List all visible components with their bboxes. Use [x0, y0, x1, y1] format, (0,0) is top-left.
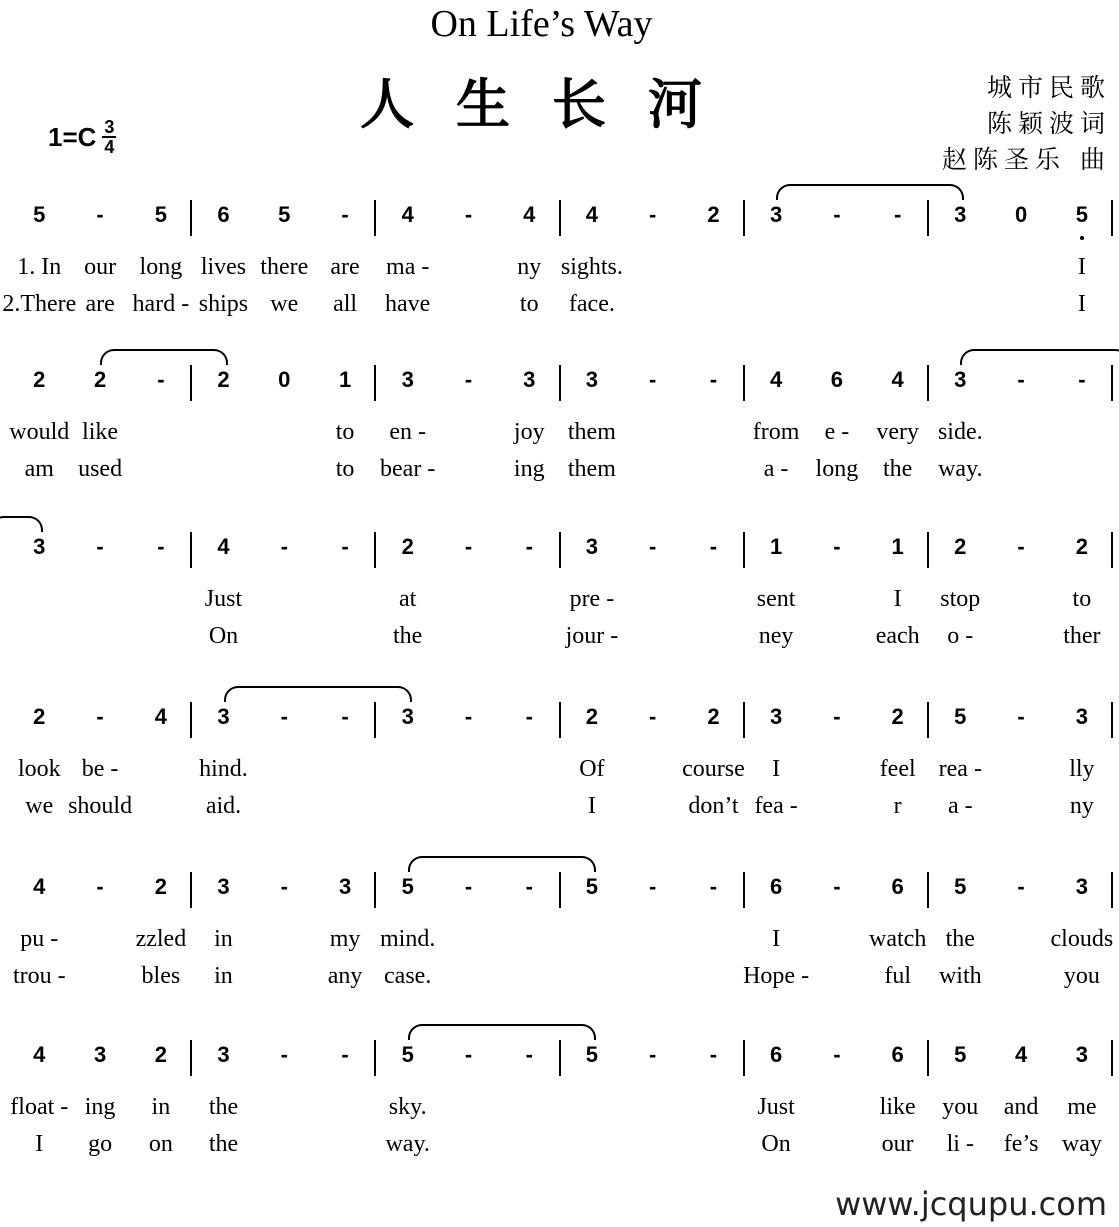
note: 5	[954, 1042, 967, 1067]
lyric-verse-1: in	[151, 1094, 171, 1120]
note: -	[464, 367, 473, 392]
lyric-verse-1: from	[752, 419, 800, 445]
note: 4	[33, 874, 46, 899]
measure	[743, 852, 929, 989]
lyric-verse-1: my	[329, 926, 361, 952]
measure	[192, 852, 376, 989]
lyric-verse-1: to	[335, 419, 355, 445]
note: 2	[707, 704, 720, 729]
note: 6	[769, 874, 783, 899]
lyric-verse-1: be -	[81, 756, 119, 782]
note: 3	[769, 202, 783, 227]
lyric-verse-2: On	[208, 623, 239, 649]
lyric-verse-1: me	[1067, 1094, 1097, 1120]
beat	[1042, 682, 1119, 825]
lyric-verse-1: Of	[579, 756, 605, 782]
beat	[1042, 512, 1119, 655]
lyric-verse-1: lly	[1069, 756, 1095, 782]
note: 2	[1075, 534, 1088, 559]
note: 6	[830, 367, 844, 392]
note: 4	[1014, 1042, 1028, 1067]
lyric-verse-2: ney	[758, 623, 794, 649]
lyric-verse-2: aid.	[205, 793, 242, 819]
note: 3	[1075, 1042, 1088, 1067]
lyric-verse-2: bear -	[380, 456, 436, 482]
lyric-verse-1: I	[772, 756, 781, 782]
lyric-verse-1: you	[942, 1094, 979, 1120]
lyric-verse-2: to	[335, 456, 355, 482]
tie-slur	[960, 349, 1119, 365]
note: 3	[585, 534, 599, 559]
note: 4	[401, 202, 414, 227]
note: 2	[401, 534, 414, 559]
note: 3	[1075, 704, 1088, 729]
lyric-verse-2: way	[1061, 1131, 1102, 1157]
note: 5	[33, 202, 46, 227]
measure	[561, 512, 745, 649]
note: 6	[217, 202, 230, 227]
note: 2	[93, 367, 107, 392]
note: -	[1017, 704, 1025, 729]
beat	[1042, 345, 1119, 488]
lyric-verse-2: fe’s	[1003, 1131, 1039, 1157]
lyric-verse-1: very	[876, 419, 919, 445]
note: -	[649, 704, 657, 729]
note: 2	[707, 202, 720, 227]
key-signature	[48, 118, 116, 156]
lyric-verse-1: I	[1077, 254, 1086, 280]
note: 3	[93, 1042, 107, 1067]
credits	[942, 70, 1111, 178]
note: -	[1078, 367, 1086, 392]
lyric-verse-2: ther	[1063, 623, 1101, 649]
note: 3	[217, 1042, 230, 1067]
note: -	[649, 202, 657, 227]
score-row	[0, 345, 1119, 482]
note: 5	[1042, 180, 1119, 220]
lyric-verse-2: hard -	[132, 291, 190, 317]
lyric-verse-2: Hope -	[743, 963, 810, 989]
note: 4	[769, 367, 783, 392]
lyric-verse-2: in	[214, 963, 233, 989]
note: -	[341, 1042, 349, 1067]
english-title: On Life’s Way	[430, 3, 653, 45]
note: -	[525, 704, 533, 729]
lyric-verse-1: hind.	[199, 756, 248, 782]
note: 5	[154, 202, 167, 227]
note: 3	[401, 367, 414, 392]
score-row	[0, 180, 1119, 317]
note: 3	[33, 534, 46, 559]
lyric-verse-2: a -	[763, 456, 789, 482]
barline	[1111, 200, 1113, 236]
barline	[1111, 872, 1113, 908]
lyric-verse-2: ny	[1069, 793, 1094, 819]
note: -	[709, 367, 718, 392]
lyric-verse-2: our	[881, 1131, 914, 1157]
note: -	[280, 534, 288, 559]
lyric-verse-2	[1042, 451, 1119, 488]
lyric-verse-1: to	[1072, 586, 1092, 612]
note: -	[525, 874, 533, 899]
measure	[929, 1020, 1113, 1157]
note: 3	[217, 704, 230, 729]
measure	[192, 512, 376, 649]
lyric-verse-2: you	[1063, 963, 1100, 989]
note: 3	[338, 874, 352, 899]
lyric-verse-1: our	[84, 254, 117, 280]
note: -	[1017, 874, 1025, 899]
time-signature	[102, 118, 116, 156]
lyric-verse-1: the	[208, 1094, 239, 1120]
lyric-verse-2: long	[815, 456, 859, 482]
lyric-verse-2: should	[68, 793, 133, 819]
measure	[745, 1020, 929, 1157]
lyric-verse-1: in	[214, 926, 233, 952]
lyric-verse-2: bles	[141, 963, 181, 989]
note: 4	[585, 202, 599, 227]
note: 2	[33, 704, 46, 729]
note: 2	[154, 874, 167, 899]
tie-slur	[100, 349, 227, 365]
note: -	[709, 874, 718, 899]
note: -	[833, 704, 841, 729]
lyric-verse-1: joy	[513, 419, 545, 445]
note: -	[525, 534, 533, 559]
lyric-verse-1: I	[893, 586, 902, 612]
note: 3	[401, 704, 414, 729]
note: -	[833, 874, 841, 899]
lyric-verse-1: float -	[10, 1094, 69, 1120]
beat	[1042, 180, 1119, 323]
lyric-verse-1: rea -	[938, 756, 982, 782]
lyric-verse-1: watch	[869, 926, 927, 952]
lyric-verse-2: a -	[947, 793, 973, 819]
note: -	[464, 704, 473, 729]
lyric-verse-1: are	[330, 254, 360, 280]
lyric-verse-1: en -	[389, 419, 427, 445]
score-row	[0, 682, 1119, 819]
tie-slur	[776, 184, 964, 200]
note: -	[709, 534, 718, 559]
barline	[1111, 702, 1113, 738]
note: 6	[891, 874, 904, 899]
note: 1	[338, 367, 352, 392]
barline	[1111, 365, 1113, 401]
note: 4	[33, 1042, 46, 1067]
score-row	[0, 1020, 1119, 1157]
lyric-verse-2: to	[519, 291, 539, 317]
lyric-verse-1: and	[1003, 1094, 1039, 1120]
note: 5	[401, 874, 414, 899]
lyric-verse-2: am	[24, 456, 54, 482]
tie-slur	[0, 516, 43, 532]
note: -	[1017, 534, 1025, 559]
lyric-verse-1: ma -	[386, 254, 430, 280]
note: -	[833, 534, 841, 559]
measure	[929, 682, 1113, 819]
lyric-verse-1: clouds	[1050, 926, 1114, 952]
lyric-verse-2: jour -	[565, 623, 619, 649]
lyric-verse-2: have	[385, 291, 431, 317]
note: 3	[217, 874, 230, 899]
lyric-verse-2: trou -	[12, 963, 66, 989]
lyric-verse-1: ing	[84, 1094, 116, 1120]
tie-slur	[224, 686, 412, 702]
measure	[745, 682, 929, 819]
lyric-verse-1: sent	[756, 586, 796, 612]
note: -	[649, 367, 657, 392]
beat	[1042, 852, 1119, 995]
note: 1	[891, 534, 904, 559]
lyric-verse-2: li -	[946, 1131, 974, 1157]
note: -	[96, 202, 104, 227]
note: -	[1017, 367, 1025, 392]
lyric-verse-2: the	[208, 1131, 239, 1157]
lyric-verse-1: e -	[824, 419, 850, 445]
note: 0	[1014, 202, 1028, 227]
note: 5	[954, 874, 967, 899]
note: -	[341, 202, 349, 227]
measure	[8, 682, 192, 819]
note: 6	[891, 1042, 904, 1067]
lyric-verse-1: lives	[200, 254, 247, 280]
note: -	[833, 202, 841, 227]
lyric-verse-1	[1042, 414, 1119, 451]
note: -	[157, 534, 165, 559]
lyric-verse-1: sights.	[560, 254, 623, 280]
note: 3	[954, 367, 967, 392]
note: 3	[1075, 874, 1088, 899]
lyric-verse-1: Just	[204, 586, 243, 612]
lyric-verse-2: are	[85, 291, 115, 317]
barline	[1111, 532, 1113, 568]
note: -	[341, 534, 349, 559]
measure	[929, 512, 1113, 649]
lyric-verse-1: look	[17, 756, 61, 782]
note: -	[525, 1042, 533, 1067]
note: 4	[217, 534, 230, 559]
credit-genre: 城市民歌	[986, 73, 1111, 102]
lyric-verse-2: used	[78, 456, 123, 482]
measure	[8, 852, 192, 989]
note: 3	[954, 202, 967, 227]
key-label: 1=C	[48, 121, 97, 152]
note: 0	[278, 367, 291, 392]
note: -	[833, 1042, 841, 1067]
note: -	[280, 704, 288, 729]
note: 4	[523, 202, 536, 227]
lyric-verse-1: I	[772, 926, 781, 952]
tie-slur	[408, 856, 596, 872]
measure	[929, 852, 1114, 989]
note: 2	[585, 704, 599, 729]
note: 6	[769, 1042, 783, 1067]
lyric-verse-1: side.	[937, 419, 983, 445]
lyric-verse-2: all	[333, 291, 358, 317]
note: -	[649, 534, 657, 559]
lyric-verse-1: them	[567, 419, 616, 445]
note: -	[96, 704, 104, 729]
note: -	[280, 1042, 288, 1067]
time-numerator: 3	[104, 117, 115, 137]
measure	[192, 180, 376, 317]
lyric-verse-2: r	[893, 793, 902, 819]
note: 5	[585, 874, 599, 899]
lyric-verse-2: way.	[938, 456, 983, 482]
measure	[8, 1020, 192, 1157]
lyric-verse-1: like	[879, 1094, 916, 1120]
note: 2	[954, 534, 967, 559]
note: -	[649, 874, 657, 899]
lyric-verse-2: we	[25, 793, 54, 819]
lyric-verse-2: 2.There	[2, 291, 77, 317]
lyric-verse-2: the	[883, 456, 913, 482]
lyric-verse-2: way.	[385, 1131, 430, 1157]
credit-composer: 赵陈圣乐 曲	[942, 145, 1111, 174]
note: 3	[523, 367, 536, 392]
lyric-verse-1: at	[399, 586, 417, 612]
lyric-verse-2: case.	[384, 963, 432, 989]
lyric-verse-1: there	[260, 254, 309, 280]
note: -	[464, 534, 473, 559]
note: -	[464, 202, 473, 227]
note: 2	[33, 367, 46, 392]
lyric-verse-1: like	[82, 419, 119, 445]
lyric-verse-1: course	[682, 756, 745, 782]
lyric-verse-1: the	[945, 926, 975, 952]
measure	[2, 180, 192, 317]
lyric-verse-1: Just	[757, 1094, 795, 1120]
note: 5	[954, 704, 967, 729]
credit-lyricist: 陈颖波词	[986, 109, 1111, 138]
lyric-verse-2: we	[270, 291, 299, 317]
note: -	[649, 1042, 657, 1067]
note: 5	[278, 202, 291, 227]
note: -	[157, 367, 165, 392]
lyric-verse-2: ships	[198, 291, 249, 317]
lyric-verse-1: pu -	[20, 926, 59, 952]
time-denominator: 4	[104, 137, 115, 157]
lyric-verse-2: any	[327, 963, 363, 989]
lyric-verse-2: go	[88, 1131, 113, 1157]
note: -	[464, 874, 473, 899]
lyric-verse-1: ny	[517, 254, 542, 280]
note: 5	[585, 1042, 599, 1067]
measure	[745, 512, 929, 649]
lyric-verse-1: mind.	[380, 926, 436, 952]
note: -	[709, 1042, 718, 1067]
lyric-verse-1: zzled	[135, 926, 187, 952]
note: 2	[891, 704, 904, 729]
measure	[376, 180, 560, 317]
note: 2	[154, 1042, 167, 1067]
note: 3	[585, 367, 599, 392]
lyric-verse-2: I	[1077, 291, 1086, 317]
lyric-verse-2: fea -	[754, 793, 798, 819]
lyric-verse-1: pre -	[569, 586, 615, 612]
beat	[1042, 1020, 1119, 1163]
lyric-verse-2: them	[567, 456, 616, 482]
note: -	[464, 1042, 473, 1067]
lyric-verse-2: I	[35, 1131, 44, 1157]
note: -	[96, 874, 104, 899]
lyric-verse-2: I	[587, 793, 596, 819]
lyric-verse-2: ing	[513, 456, 545, 482]
measure	[376, 512, 560, 649]
lyric-verse-2: ful	[884, 963, 911, 989]
lyric-verse-1: long	[139, 254, 183, 280]
lyric-verse-1: 1. In	[17, 254, 62, 280]
note: 2	[217, 367, 230, 392]
measure	[376, 345, 560, 482]
note: 3	[769, 704, 783, 729]
note: 1	[769, 534, 783, 559]
lyric-verse-1: sky.	[388, 1094, 427, 1120]
score-row	[0, 512, 1119, 649]
note: -	[341, 704, 349, 729]
note: 4	[891, 367, 904, 392]
lyric-verse-1: would	[9, 419, 70, 445]
lyric-verse-2: the	[393, 623, 423, 649]
barline	[1111, 1040, 1113, 1076]
lyric-verse-1: feel	[879, 756, 916, 782]
lyric-verse-2: on	[148, 1131, 173, 1157]
lyric-verse-2: each	[875, 623, 920, 649]
tie-slur	[408, 1024, 596, 1040]
measure	[561, 345, 745, 482]
lyric-verse-2: face.	[568, 291, 615, 317]
lyric-verse-2: don’t	[688, 793, 739, 819]
lyric-verse-2: with	[938, 963, 982, 989]
lyric-verse-1: stop	[940, 586, 981, 612]
lyric-verse-2: On	[761, 1131, 791, 1157]
chinese-title: 人生长河	[360, 73, 744, 136]
watermark: www.jcqupu.com	[835, 1185, 1107, 1223]
note: -	[894, 202, 902, 227]
score-row	[0, 852, 1119, 989]
measure	[745, 345, 929, 482]
note: 4	[154, 704, 167, 729]
measure	[192, 1020, 376, 1157]
note: -	[280, 874, 288, 899]
lyric-verse-2: o -	[947, 623, 974, 649]
note: 5	[401, 1042, 414, 1067]
note: -	[96, 534, 104, 559]
measure	[561, 682, 745, 819]
measure	[560, 180, 745, 317]
